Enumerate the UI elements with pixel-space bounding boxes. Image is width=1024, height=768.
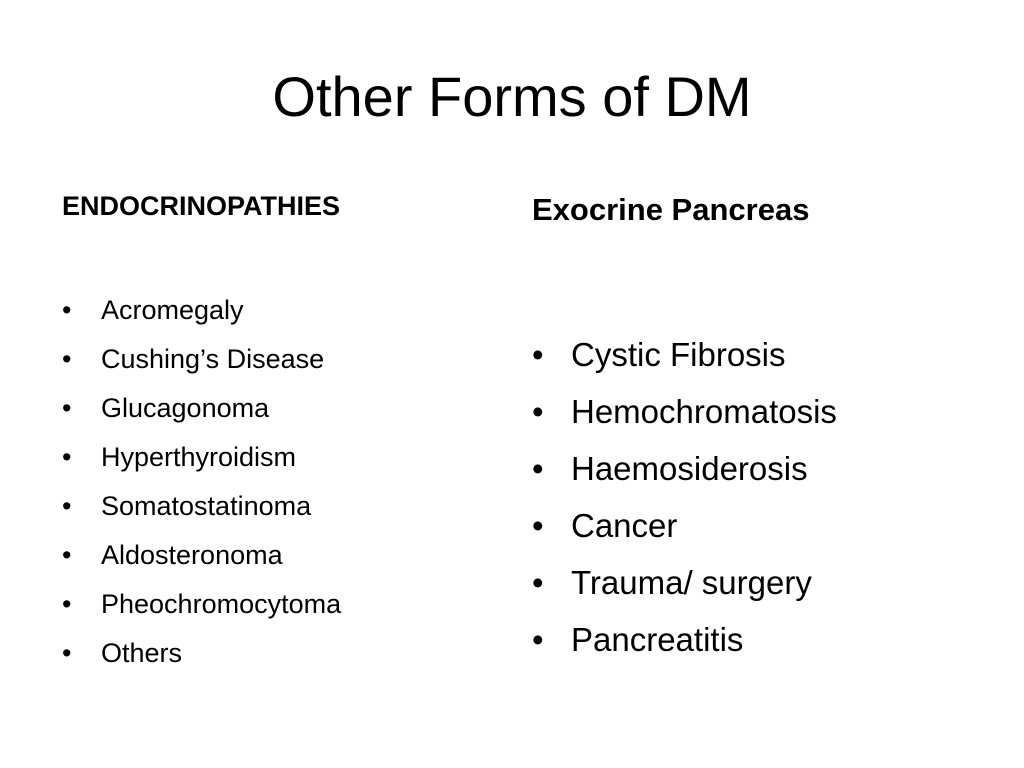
bullet-icon: • (532, 336, 544, 373)
bullet-icon: • (62, 295, 72, 325)
bullet-icon: • (62, 638, 72, 668)
exocrine-pancreas-column (532, 190, 992, 668)
endocrinopathies-column (62, 188, 502, 678)
bullet-icon: • (62, 491, 72, 521)
list-item-label: Somatostatinoma (101, 491, 312, 521)
list-item-label: Cushing’s Disease (101, 344, 325, 374)
bullet-icon: • (62, 344, 72, 374)
bullet-icon: • (532, 564, 544, 601)
list-item-label: Glucagonoma (101, 393, 270, 423)
bullet-icon: • (532, 393, 544, 430)
bullet-icon: • (62, 393, 72, 423)
list-item-label: Acromegaly (101, 295, 244, 325)
list-item (532, 554, 992, 611)
list-item-label: Cancer (571, 507, 678, 544)
list-item-label: Haemosiderosis (571, 450, 808, 487)
list-item (62, 580, 502, 629)
list-item (62, 384, 502, 433)
list-item-label: Aldosteronoma (101, 540, 283, 570)
endocrinopathies-heading: ENDOCRINOPATHIES (62, 191, 341, 221)
list-item-label: Hyperthyroidism (101, 442, 297, 472)
list-item (62, 629, 502, 678)
list-item (532, 497, 992, 554)
list-item (532, 611, 992, 668)
list-item (532, 326, 992, 383)
list-item (532, 383, 992, 440)
slide-title: Other Forms of DM (272, 65, 752, 128)
bullet-icon: • (62, 540, 72, 570)
list-item-label: Pheochromocytoma (101, 589, 342, 619)
list-item-label: Hemochromatosis (571, 393, 837, 430)
bullet-icon: • (62, 442, 72, 472)
list-item (62, 531, 502, 580)
list-item (62, 433, 502, 482)
bullet-icon: • (532, 507, 544, 544)
list-item (62, 482, 502, 531)
list-item (62, 335, 502, 384)
list-item-label: Cystic Fibrosis (571, 336, 786, 373)
endocrinopathies-list (62, 286, 502, 678)
list-item-label: Trauma/ surgery (571, 564, 812, 601)
exocrine-pancreas-heading: Exocrine Pancreas (532, 192, 810, 227)
exocrine-pancreas-list (532, 326, 992, 668)
bullet-icon: • (532, 621, 544, 658)
bullet-icon: • (532, 450, 544, 487)
bullet-icon: • (62, 589, 72, 619)
list-item-label: Others (101, 638, 183, 668)
list-item (532, 440, 992, 497)
list-item (62, 286, 502, 335)
list-item-label: Pancreatitis (571, 621, 744, 658)
